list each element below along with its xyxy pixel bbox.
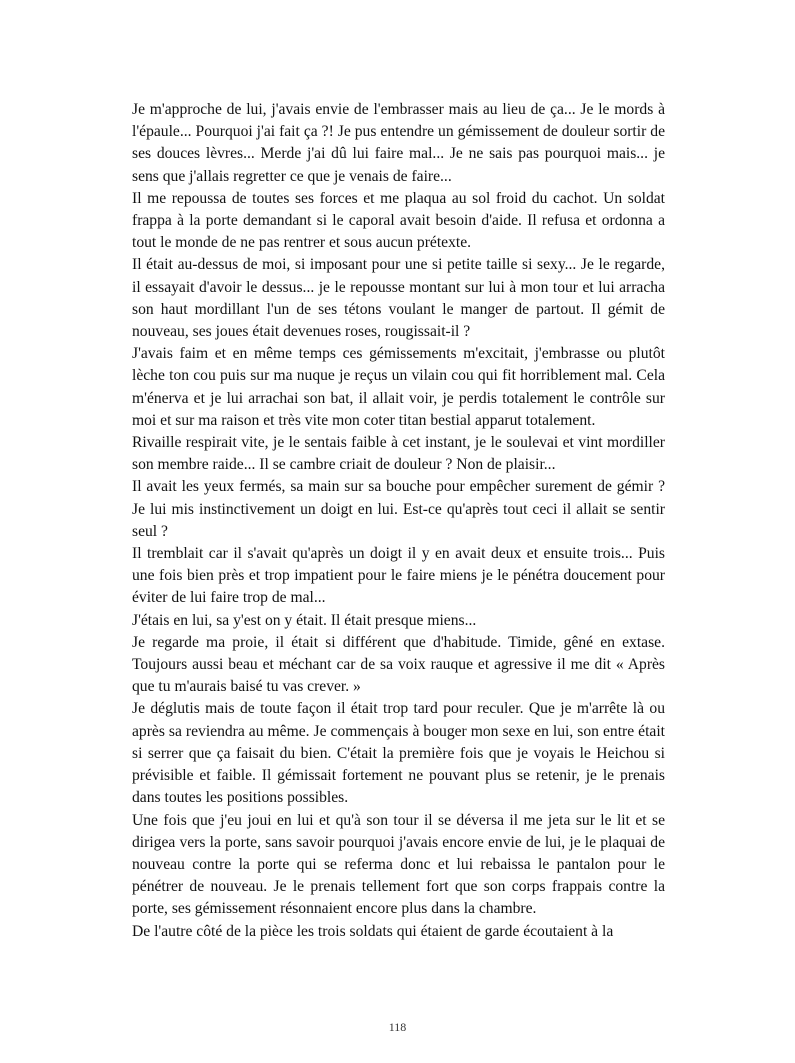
paragraph-11: Une fois que j'eu joui en lui et qu'à son tour il se déversa il me jeta sur le lit et se dirigea vers la porte, sans savoir pourquoi j'avais encore envie de lui, je le plaquai de nouveau contre la porte qui se referma donc et lui rebaissa le pantalon pour le pénétrer de nouveau. Je le prenais tellement fort que son corps frappais contre la porte, ses gémissement résonnaient encore plus dans la chambre. xyxy=(132,811,665,918)
paragraph-7: Il tremblait car il s'avait qu'après un doigt il y en avait deux et ensuite trois... Puis une fois bien près et trop impatient pour le faire miens je le pénétra doucement pour éviter de lui faire trop de mal... xyxy=(132,545,665,607)
paragraph-9: Je regarde ma proie, il était si différent que d'habitude. Timide, gêné en extase. Toujours aussi beau et méchant car de sa voix rauque et agressive il me dit « Après que tu m'aurais baisé tu vas crever. » xyxy=(132,633,665,696)
paragraph-10: Je déglutis mais de toute façon il était trop tard pour reculer. Que je m'arrête là ou après sa reviendra au même. Je commençais à bouger mon sexe en lui, son entre était si serrer que ça faisait du bien. C'était la première fois que je voyais le Heichou si prévisible et faible. Il gémissait fortement ne pouvant plus se retenir, je le prenais dans toutes les positions possibles. xyxy=(132,700,665,807)
paragraph-3: Il était au-dessus de moi, si imposant pour une si petite taille si sexy... Je le regarde, il essayait d'avoir le dessus... je le repousse montant sur lui à mon tour et lui arracha son haut mordillant l'un de ses tétons voulant le manger de partout. Il gémit de nouveau, ses joues était devenues roses, rougissait-il ? xyxy=(132,256,665,341)
page-number: 118 xyxy=(388,1020,407,1034)
paragraph-4: J'avais faim et en même temps ces gémissements m'excitait, j'embrasse ou plutôt lèche ton cou puis sur ma nuque je reçus un vilain cou qui fit horriblement mal. Cela m'énerva et je lui arrachai son bat, il allait voir, je perdis totalement le contrôle sur moi et sur ma raison et très vite mon coter titan bestial apparut totalement. xyxy=(132,345,665,429)
paragraph-1: Je m'approche de lui, j'avais envie de l'embrasser mais au lieu de ça... Je le mords à l'épaule... Pourquoi j'ai fait ça ?! Je pus entendre un gémissement de douleur sortir de ses douces lèvres... Merde j'ai dû lui faire mal... Je ne sais pas pourquoi mais... je sens que j'allais regretter ce que je venais de faire... xyxy=(132,101,665,185)
paragraph-5: Rivaille respirait vite, je le sentais faible à cet instant, je le soulevai et vint mordiller son membre raide... Il se cambre criait de douleur ? Non de plaisir... xyxy=(132,434,665,474)
paragraph-8: J'étais en lui, sa y'est on y était. Il était presque miens... xyxy=(132,611,477,629)
paragraph-6: Il avait les yeux fermés, sa main sur sa bouche pour empêcher surement de gémir ? Je lui mis instinctivement un doigt en lui. Est-ce qu'après tout ceci il allait se sentir seul ? xyxy=(132,478,665,540)
paragraph-12: De l'autre côté de la pièce les trois soldats qui étaient de garde écoutaient à la xyxy=(132,922,614,940)
paragraph-2: Il me repoussa de toutes ses forces et me plaqua au sol froid du cachot. Un soldat frappa à la porte demandant si le caporal avait besoin d'aide. Il refusa et ordonna a tout le monde de ne pas rentrer et sous aucun prétexte. xyxy=(132,189,665,252)
body-text xyxy=(132,99,665,943)
